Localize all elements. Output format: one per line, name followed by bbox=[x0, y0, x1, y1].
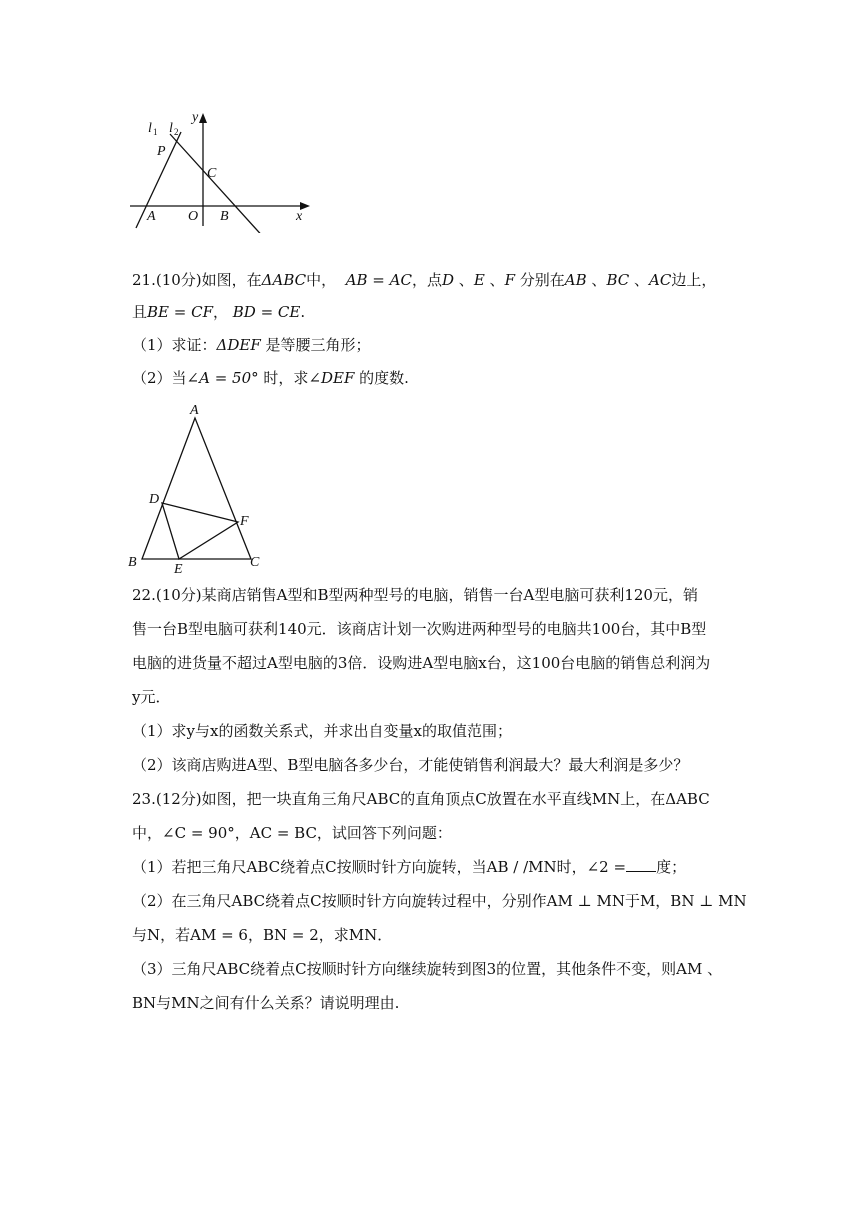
q23-part-3-line-2: BN与MN之间有什么关系？请说明理由. bbox=[132, 994, 400, 1012]
triangle-ABC bbox=[142, 418, 251, 559]
label-F: F bbox=[240, 514, 249, 529]
q21-text: 、 bbox=[458, 271, 474, 289]
q21-text: 、 bbox=[489, 271, 505, 289]
q22-part-2: （2）该商店购进A型、B型电脑各多少台，才能使销售利润最大？最大利润是多少？ bbox=[132, 756, 689, 774]
label-C: C bbox=[207, 166, 217, 181]
label-O: O bbox=[188, 209, 199, 224]
q23-part-1 bbox=[132, 856, 732, 878]
q21-line-2 bbox=[132, 301, 732, 323]
q21-triangle: ΔABC bbox=[261, 271, 307, 289]
coordinate-figure bbox=[128, 108, 318, 233]
q21-triangle-DEF: ΔDEF bbox=[216, 336, 261, 354]
q21-text: 分别在 bbox=[519, 271, 565, 289]
q21-score: (10分) bbox=[155, 271, 202, 289]
q21-text: 如图，在 bbox=[201, 271, 262, 289]
triangle-DEF bbox=[162, 503, 238, 559]
q21-side-AB: AB bbox=[564, 271, 587, 289]
label-A: A bbox=[190, 403, 199, 418]
y-axis-arrow bbox=[199, 113, 207, 123]
q21-angle-A: ∠A = 50° bbox=[186, 369, 259, 387]
label-A: A bbox=[147, 209, 156, 224]
q21-text: （2）当 bbox=[132, 369, 187, 387]
q23-text: 如图，把一块直角三角尺ABC的直角顶点C放置在水平直线MN上，在ΔABC bbox=[201, 790, 710, 808]
q21-point-D: D bbox=[441, 271, 455, 289]
q21-angle-DEF: ∠DEF bbox=[308, 369, 355, 387]
q21-text: （1）求证： bbox=[132, 336, 217, 354]
q21-text: 且 bbox=[132, 303, 148, 321]
q21-text: 的度数. bbox=[359, 369, 409, 387]
q21-text: 、 bbox=[634, 271, 650, 289]
q22-number: 22. bbox=[132, 586, 156, 604]
q23-number: 23. bbox=[132, 790, 156, 808]
q21-side-BC: BC bbox=[606, 271, 630, 289]
triangle-figure bbox=[124, 398, 274, 578]
q21-line-1 bbox=[132, 269, 732, 291]
q23-part-2-line-2: 与N，若AM = 6，BN = 2，求MN． bbox=[132, 926, 393, 944]
q23-text: （1）若把三角尺ABC绕着点C按顺时针方向旋转，当AB / /MN时，∠2 = bbox=[132, 858, 627, 876]
label-B: B bbox=[220, 209, 229, 224]
q22-line-3: 电脑的进货量不超过A型电脑的3倍．设购进A型电脑x台，这100台电脑的销售总利润为 bbox=[132, 654, 711, 672]
q21-text: 边上， bbox=[671, 271, 717, 289]
q23-part-2-line-1: （2）在三角尺ABC绕着点C按顺时针方向旋转过程中，分别作AM ⊥ MN于M，BN ⊥ MN bbox=[132, 892, 747, 910]
q21-side-AC: AC bbox=[649, 271, 672, 289]
q21-point-E: E bbox=[473, 271, 485, 289]
label-l1: l bbox=[148, 121, 152, 136]
q23-text: 度； bbox=[656, 858, 687, 876]
q21-condition-3: BD = CE bbox=[232, 303, 301, 321]
label-l2-sub: 2 bbox=[174, 127, 179, 137]
q23-score: (12分) bbox=[155, 790, 202, 808]
label-l1-sub: 1 bbox=[153, 127, 158, 137]
q21-point-F: F bbox=[504, 271, 515, 289]
label-y: y bbox=[192, 110, 199, 125]
label-C: C bbox=[250, 555, 260, 570]
q21-text: ，点 bbox=[411, 271, 442, 289]
q22-line-1 bbox=[132, 584, 732, 606]
q22-text: 某商店销售A型和B型两种型号的电脑，销售一台A型电脑可获利120元，销 bbox=[201, 586, 698, 604]
label-E: E bbox=[174, 562, 183, 577]
label-x: x bbox=[296, 209, 303, 224]
q23-line-1 bbox=[132, 788, 732, 810]
answer-blank[interactable] bbox=[626, 857, 656, 872]
label-D: D bbox=[149, 492, 160, 507]
label-B: B bbox=[128, 555, 137, 570]
q23-part-3-line-1: （3）三角尺ABC绕着点C按顺时针方向继续旋转到图3的位置，其他条件不变，则AM 、 bbox=[132, 960, 723, 978]
label-P: P bbox=[157, 144, 166, 159]
q21-part-1 bbox=[132, 334, 732, 356]
q22-part-1: （1）求y与x的函数关系式，并求出自变量x的取值范围； bbox=[132, 722, 512, 740]
q22-score: (10分) bbox=[155, 586, 202, 604]
q21-text: 是等腰三角形； bbox=[265, 336, 371, 354]
q21-text: 、 bbox=[591, 271, 607, 289]
q22-line-4: y元． bbox=[132, 688, 171, 706]
label-l2: l bbox=[169, 121, 173, 136]
q21-text: 时，求 bbox=[263, 369, 309, 387]
q21-condition-2: BE = CF bbox=[147, 303, 213, 321]
q21-text: 中， bbox=[306, 271, 337, 289]
q21-condition-1: AB = AC bbox=[345, 271, 412, 289]
q21-number: 21. bbox=[132, 271, 156, 289]
q22-line-2: 售一台B型电脑可获利140元．该商店计划一次购进两种型号的电脑共100台，其中B型 bbox=[132, 620, 707, 638]
line-l2 bbox=[170, 134, 266, 233]
q21-text: . bbox=[300, 303, 306, 321]
q21-text: ， bbox=[212, 303, 228, 321]
q23-line-2: 中，∠C = 90°，AC = BC，试回答下列问题： bbox=[132, 824, 452, 842]
q21-part-2 bbox=[132, 367, 732, 389]
